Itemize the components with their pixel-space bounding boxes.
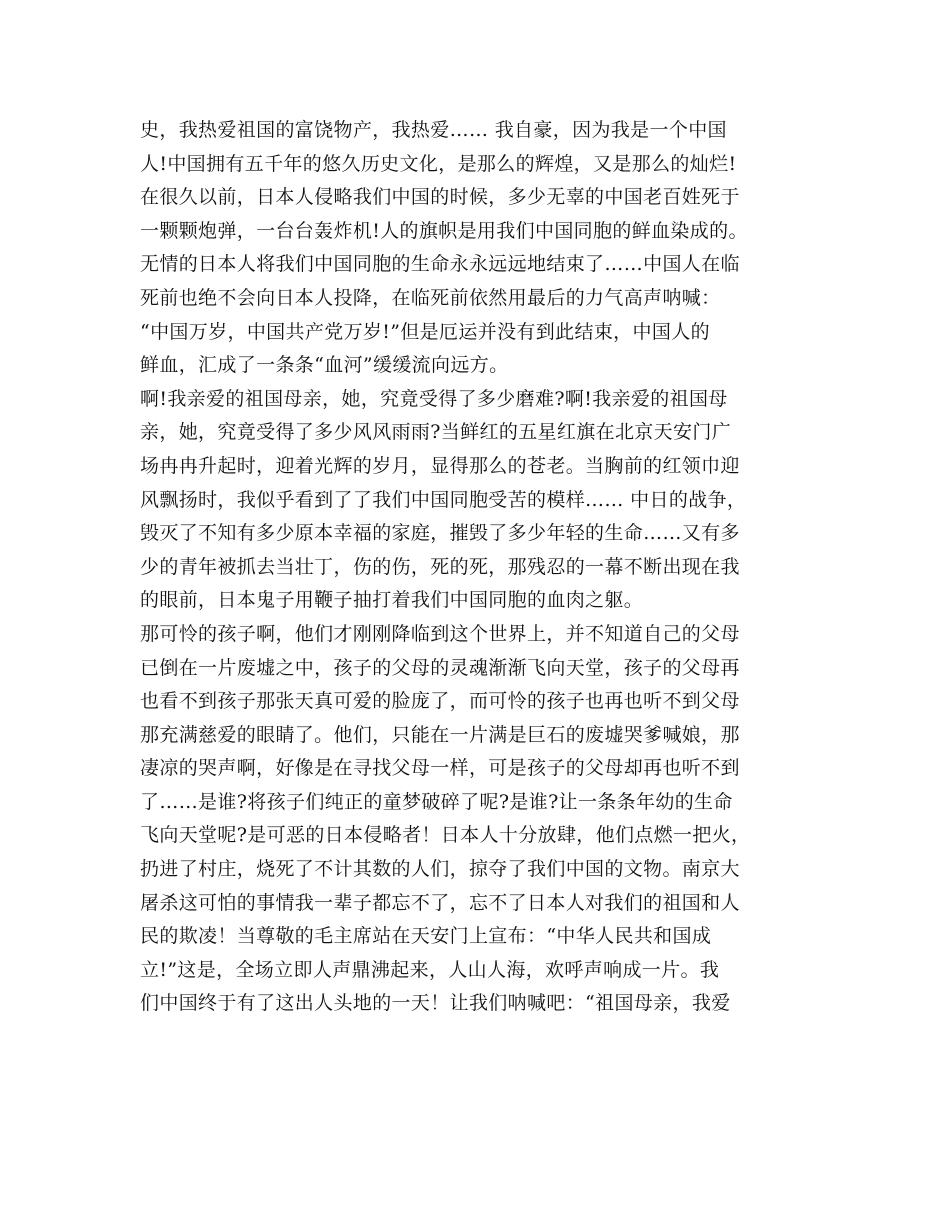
text-line: 史，我热爱祖国的富饶物产，我热爱…… 我自豪，因为我是一个中国 [140, 119, 727, 141]
text-line: 已倒在一片废墟之中，孩子的父母的灵魂渐渐飞向天堂，孩子的父母再 [140, 656, 740, 679]
text-line: 了……是谁?将孩子们纯正的童梦破碎了呢?是谁?让一条条年幼的生命 [140, 790, 733, 813]
text-line: 飞向天堂呢?是可恶的日本侵略者！日本人十分放肆，他们点燃一把火， [140, 824, 751, 847]
text-line: 也看不到孩子那张天真可爱的脸庞了，而可怜的孩子也再也听不到父母 [140, 690, 740, 713]
text-line: “中国万岁，中国共产党万岁!”但是厄运并没有到此结束，中国人的 [140, 320, 710, 343]
text-line: 无情的日本人将我们中国同胞的生命永永远远地结束了……中国人在临 [140, 253, 740, 276]
text-line: 风飘扬时，我似乎看到了了我们中国同胞受苦的模样…… 中日的战争， [140, 488, 747, 511]
text-line: 扔进了村庄，烧死了不计其数的人们，掠夺了我们中国的文物。南京大 [140, 858, 740, 881]
text-line: 那充满慈爱的眼睛了。他们，只能在一片满是巨石的废墟哭爹喊娘，那 [140, 723, 740, 746]
text-line: 死前也绝不会向日本人投降，在临死前依然用最后的力气高声呐喊： [140, 286, 721, 309]
text-line: 在很久以前，日本人侵略我们中国的时候，多少无辜的中国老百姓死于 [140, 186, 740, 209]
text-line: 屠杀这可怕的事情我一辈子都忘不了，忘不了日本人对我们的祖国和人 [140, 891, 740, 914]
text-line: 亲，她，究竟受得了多少风风雨雨?当鲜红的五星红旗在北京天安门广 [140, 421, 732, 444]
text-line: 立!”这是，全场立即人声鼎沸起来，人山人海，欢呼声响成一片。我 [140, 958, 720, 981]
text-line: 啊!我亲爱的祖国母亲，她，究竟受得了多少磨难?啊!我亲爱的祖国母 [140, 387, 728, 410]
text-line: 少的青年被抓去当壮丁，伤的伤，死的死，那残忍的一幕不断出现在我 [140, 555, 740, 578]
text-line: 民的欺凌！当尊敬的毛主席站在天安门上宣布：“中华人民共和国成 [140, 925, 712, 948]
text-line: 的眼前，日本鬼子用鞭子抽打着我们中国同胞的血肉之躯。 [140, 589, 644, 612]
text-line: 毁灭了不知有多少原本幸福的家庭，摧毁了多少年轻的生命……又有多 [140, 522, 740, 545]
essay-body [140, 114, 830, 1021]
text-line: 场冉冉升起时，迎着光辉的岁月，显得那么的苍老。当胸前的红领巾迎 [140, 454, 740, 477]
text-line: 们中国终于有了这出人头地的一天！让我们呐喊吧：“祖国母亲，我爱 [140, 992, 731, 1015]
text-line: 人!中国拥有五千年的悠久历史文化，是那么的辉煌，又是那么的灿烂! [140, 152, 737, 175]
text-line: 那可怜的孩子啊，他们才刚刚降临到这个世界上，并不知道自己的父母 [140, 622, 740, 645]
text-line: 一颗颗炮弹，一台台轰炸机!人的旗帜是用我们中国同胞的鲜血染成的。 [140, 219, 748, 242]
text-line: 凄凉的哭声啊，好像是在寻找父母一样，可是孩子的父母却再也听不到 [140, 757, 740, 780]
text-line: 鲜血，汇成了一条条“血河”缓缓流向远方。 [140, 354, 509, 377]
